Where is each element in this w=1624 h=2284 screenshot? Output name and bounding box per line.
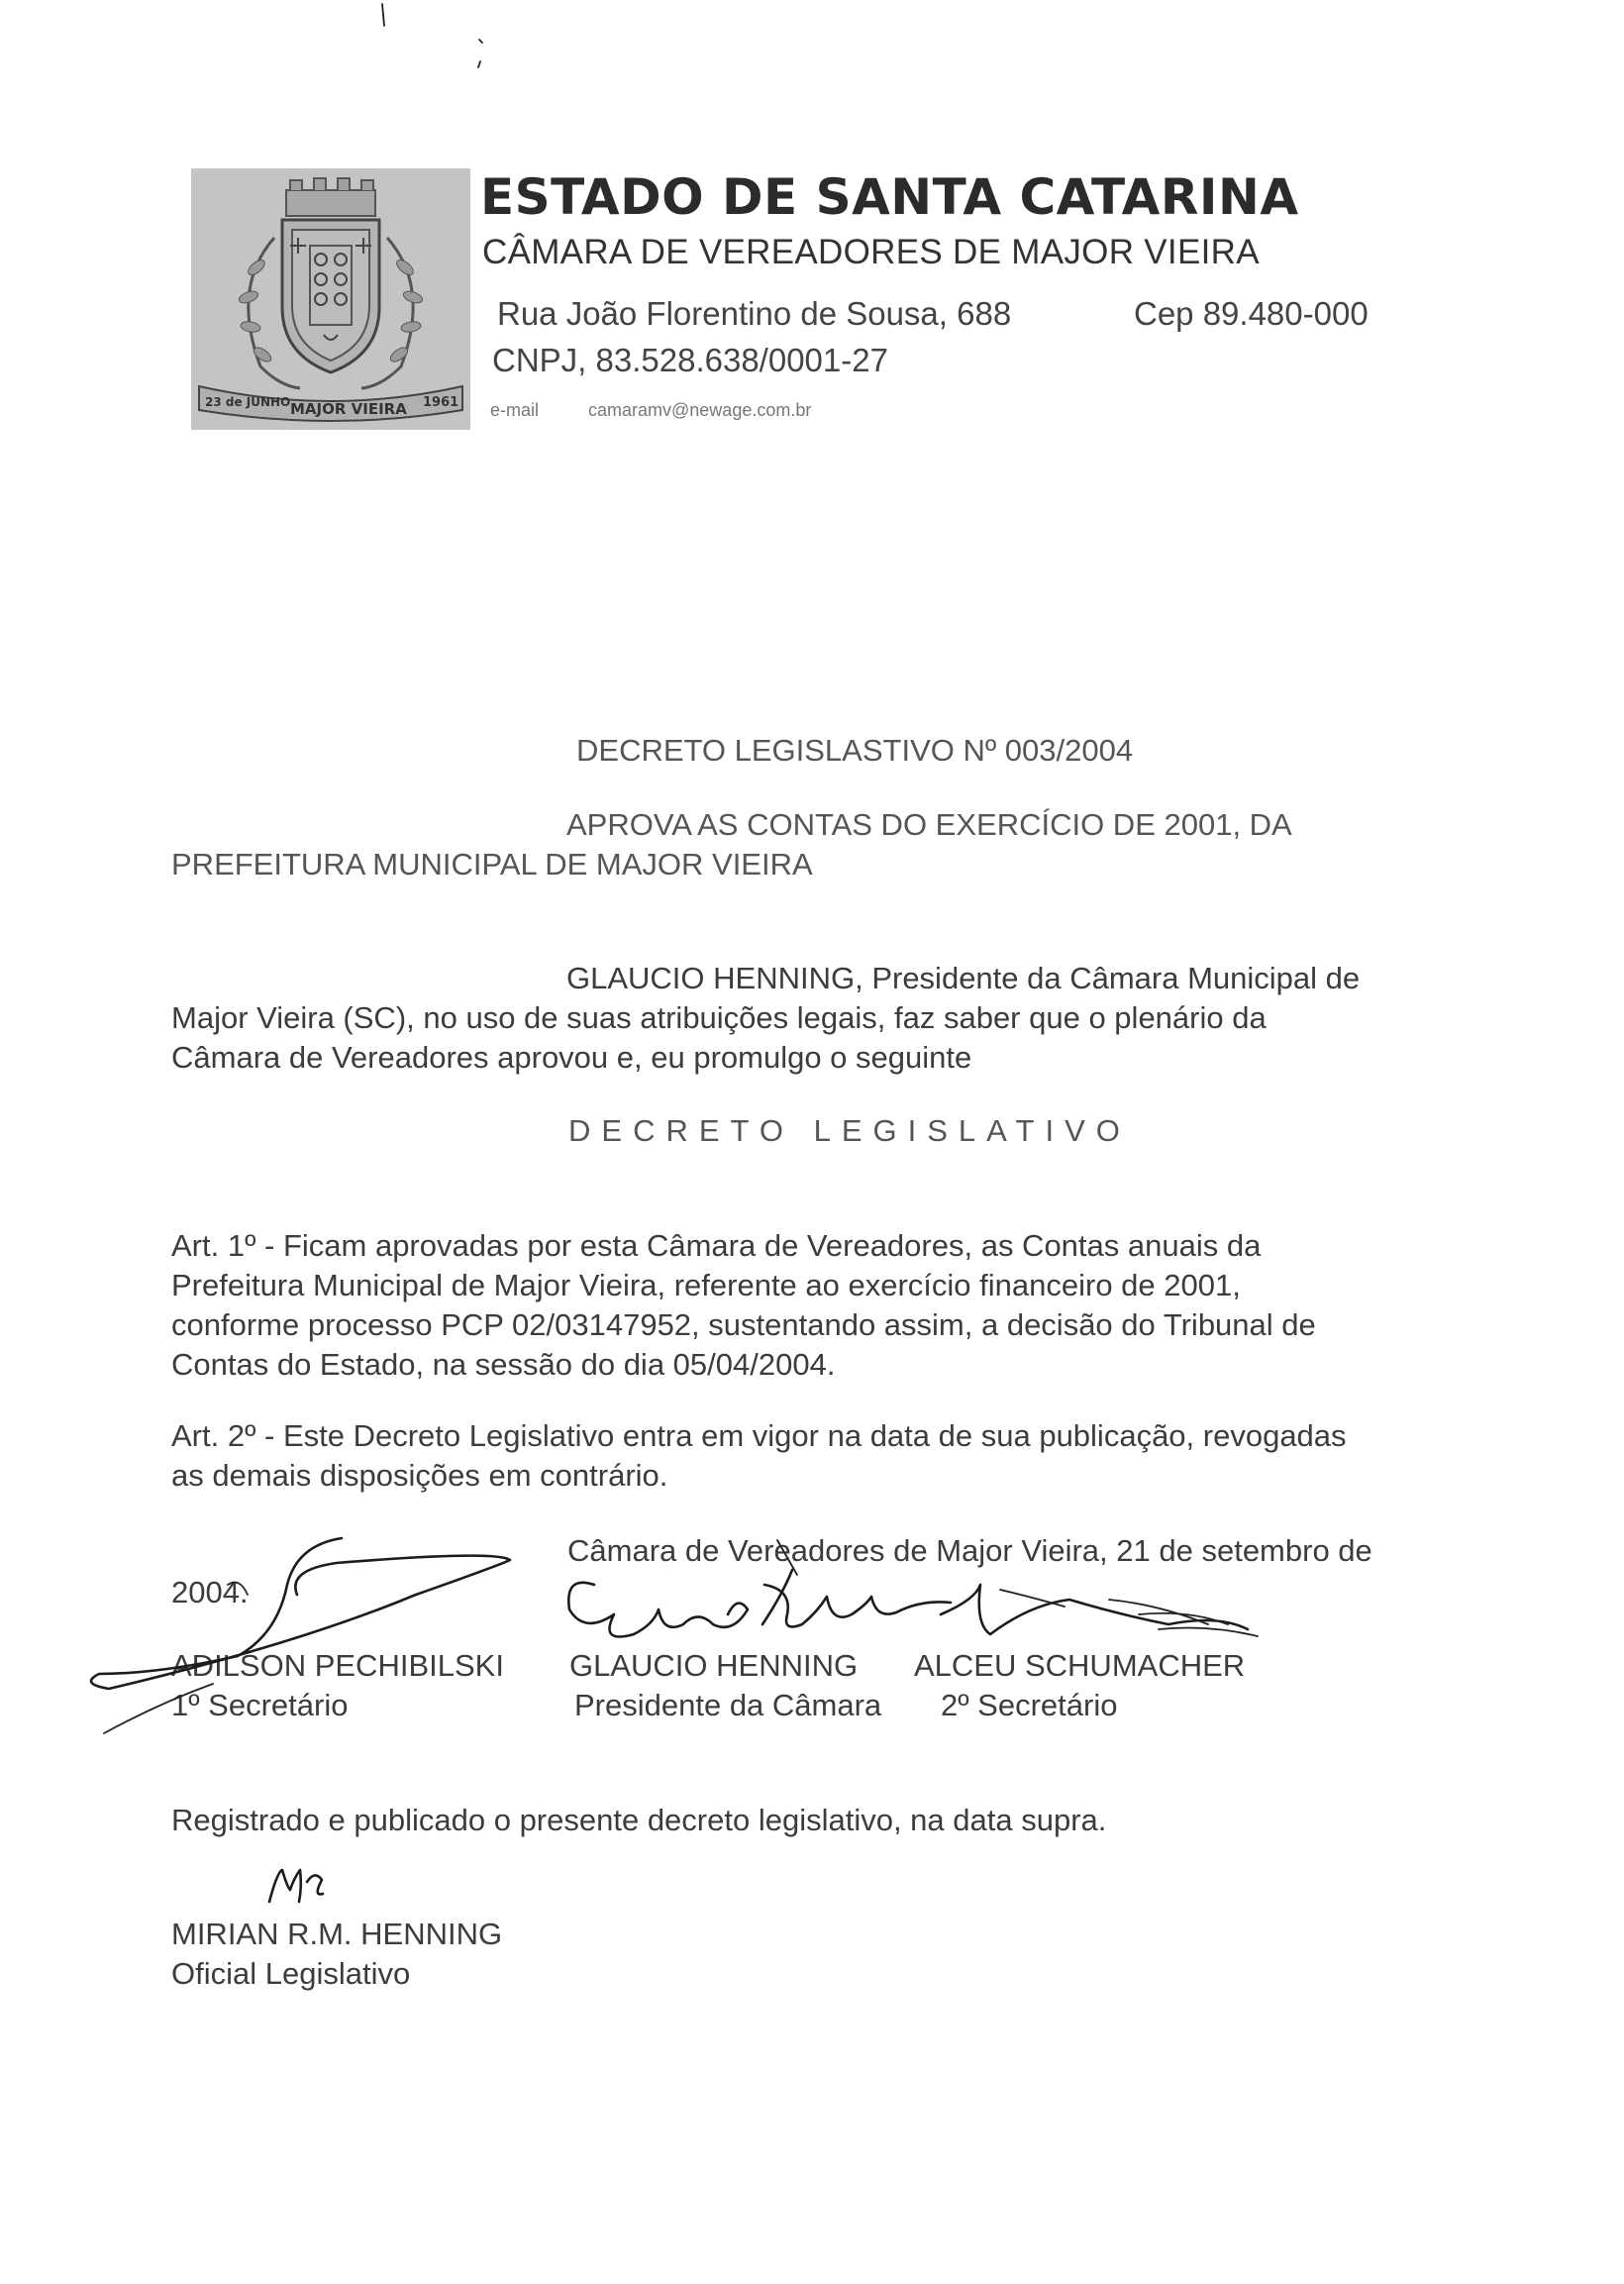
official-name: MIRIAN R.M. HENNING [171, 1917, 503, 1951]
signatory-1-name: ADILSON PECHIBILSKI [171, 1648, 504, 1683]
place-date-line: Câmara de Vereadores de Major Vieira, 21 de setembro de [567, 1533, 1372, 1568]
decree-summary-line-2: PREFEITURA MUNICIPAL DE MAJOR VIEIRA [171, 847, 813, 882]
coat-of-arms-logo [191, 168, 470, 430]
intro-line-3: Câmara de Vereadores aprovou e, eu promulgo o seguinte [171, 1040, 972, 1075]
address: Rua João Florentino de Sousa, 688 [497, 295, 1012, 332]
email-address: camaramv@newage.com.br [588, 400, 812, 420]
signatory-3-name: ALCEU SCHUMACHER [914, 1648, 1246, 1683]
chamber-name: CÂMARA DE VEREADORES DE MAJOR VIEIRA [482, 233, 1260, 271]
crest-ribbon-left: 23 de JUNHO [205, 395, 291, 409]
signatory-2-role: Presidente da Câmara [574, 1688, 882, 1722]
article-1-line-2: Prefeitura Municipal de Major Vieira, referente ao exercício financeiro de 2001, [171, 1268, 1241, 1302]
article-2-line-2: as demais disposições em contrário. [171, 1458, 668, 1493]
state-title: ESTADO DE SANTA CATARINA [480, 168, 1299, 226]
intro-line-1: GLAUCIO HENNING, Presidente da Câmara Municipal de [566, 961, 1361, 995]
initials-mirian [269, 1870, 323, 1902]
email-label: e-mail [490, 400, 540, 420]
crest-ribbon-center: MAJOR VIEIRA [290, 400, 407, 418]
cnpj: CNPJ, 83.528.638/0001-27 [492, 342, 888, 378]
article-1-line-3: conforme processo PCP 02/03147952, sustentando assim, a decisão do Tribunal de [171, 1307, 1316, 1342]
registration-note: Registrado e publicado o presente decreto legislativo, na data supra. [171, 1803, 1107, 1837]
signatory-2-name: GLAUCIO HENNING [569, 1648, 859, 1683]
decree-title: DECRETO LEGISLASTIVO Nº 003/2004 [576, 733, 1134, 768]
decree-summary-line-1: APROVA AS CONTAS DO EXERCÍCIO DE 2001, DA [566, 807, 1292, 842]
article-1-line-1: Art. 1º - Ficam aprovadas por esta Câmara de Vereadores, as Contas anuais da [171, 1228, 1262, 1263]
crest-ribbon-right: 1961 [423, 395, 459, 410]
signatory-3-role: 2º Secretário [941, 1688, 1118, 1722]
scan-specks [382, 4, 482, 67]
decree-heading: DECRETO LEGISLATIVO [568, 1113, 1131, 1148]
postal-code: Cep 89.480-000 [1134, 295, 1369, 332]
official-role: Oficial Legislativo [171, 1956, 411, 1991]
place-date-year: 2004. [171, 1575, 249, 1609]
signatory-1-role: 1º Secretário [171, 1688, 349, 1722]
article-1-line-4: Contas do Estado, na sessão do dia 05/04/2004. [171, 1347, 836, 1382]
article-2-line-1: Art. 2º - Este Decreto Legislativo entra em vigor na data de sua publicação, revogadas [171, 1418, 1347, 1453]
signature-alceu-schumacher [941, 1585, 1258, 1636]
intro-line-2: Major Vieira (SC), no uso de suas atribuições legais, faz saber que o plenário da [171, 1000, 1267, 1035]
